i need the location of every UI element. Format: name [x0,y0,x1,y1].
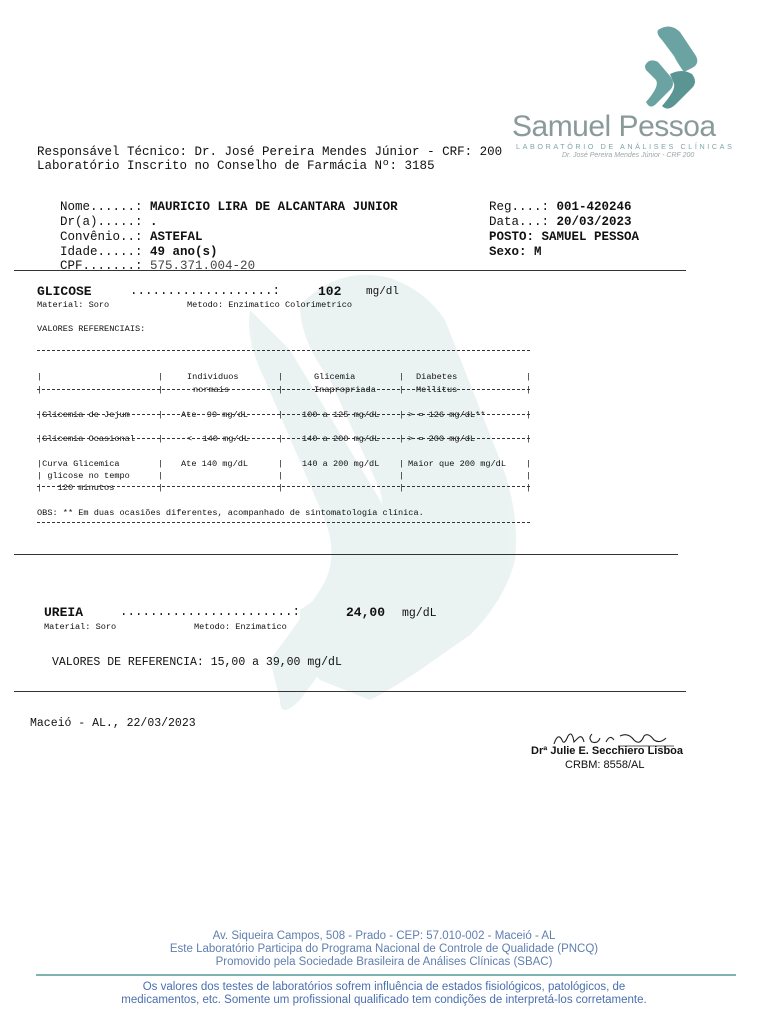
ureia-material: Material: Soro [44,622,117,632]
ureia-unit: mg/dL [402,607,437,620]
glicose-unit: mg/dl [366,286,400,298]
reg-value: 001-420246 [556,200,632,214]
footer-sbac: Promovido pela Sociedade Brasileira de Análises Clínicas (SBAC) [215,956,553,968]
table-row-curva-2: | glicose no tempo | | | | [37,471,532,482]
table-header-2: | | normais | Inapropriada | Mellitus | [37,385,532,396]
cpf-label: CPF.......: [60,259,143,273]
table-row-curva: |Curva Glicemica | Ate 140 mg/dL | 140 a 200 mg/dL | Maior que 200 mg/dL | [37,459,532,470]
signer-registration: CRBM: 8558/AL [565,759,645,771]
cpf-value: 575.371.004-20 [150,259,256,273]
logo-name: Samuel Pessoa [512,110,716,143]
glicose-material: Material: Soro [37,300,110,310]
signer-name: Drª Julie E. Secchiero Lisboa [531,745,684,757]
table-rule [37,389,530,390]
date-label: Data...: [489,215,550,229]
date-value: 20/03/2023 [556,215,632,229]
table-row-jejum: |Glicemia de Jejum | Ate 99 mg/dL | 100 a 125 mg/dL | > = 126 mg/dL** | [37,410,532,421]
reg-label: Reg....: [489,200,550,214]
glicose-method: Metodo: Enzimatico Colorimetrico [187,300,353,310]
glicose-value: 102 [318,284,342,299]
posto-label: POSTO: [489,230,535,244]
table-row-ocasional: |Glicemia Ocasional | < 140 mg/dL | 140 a 200 mg/dL | > = 200 mg/dL | [37,434,532,445]
footer-divider [36,974,736,976]
age-label: Idade.....: [60,245,143,259]
doctor-label: Dr(a).....: [60,215,143,229]
footer-disclaimer-2: medicamentos, etc. Somente um profissional qualificado tem condições de interpretá-los corretamente. [121,994,647,1006]
age-value: 49 ano(s) [150,245,218,259]
ureia-dots: .......................: [120,605,301,619]
insurance-value: ASTEFAL [150,230,203,244]
doctor-name: . [150,215,158,229]
ureia-method: Metodo: Enzimatico [194,622,287,632]
place-date: Maceió - AL., 22/03/2023 [30,717,196,730]
posto-value: SAMUEL PESSOA [541,230,640,244]
patient-name: MAURICIO LIRA DE ALCANTARA JUNIOR [150,200,398,214]
ureia-reference: VALORES DE REFERENCIA: 15,00 a 39,00 mg/dL [52,656,342,669]
footer-disclaimer-1: Os valores dos testes de laboratórios sofrem influência de estados fisiológicos, patológicos, de [142,981,626,993]
table-rule [37,414,530,415]
table-rule [37,522,530,523]
table-rule [37,350,530,351]
table-row-curva-3: | 120 minutos | | | | [37,483,532,494]
ureia-name: UREIA [44,605,84,620]
divider [14,554,678,555]
insurance-label: Convênio..: [60,230,143,244]
name-label: Nome......: [60,200,143,214]
responsible-line: Responsável Técnico: Dr. José Pereira Mendes Júnior - CRF: 200 [37,145,503,159]
table-header-1: | | Individuos | Glicemia | Diabetes | [37,372,532,383]
registration-line: Laboratório Inscrito no Conselho de Farmácia Nº: 3185 [37,159,435,173]
ureia-value: 24,00 [346,605,386,620]
logo-responsible: Dr. José Pereira Mendes Júnior - CRF 200 [562,152,695,159]
sex-label: Sexo: [489,245,527,259]
glicose-dots: ...................: [130,284,281,298]
glicose-name: GLICOSE [37,284,92,299]
divider [14,691,686,692]
divider [14,270,686,271]
logo-icon [640,24,702,114]
logo-subtitle: LABORATÓRIO DE ANÁLISES CLÍNICAS [516,142,735,151]
sex-value: M [534,245,542,259]
table-rule [37,486,530,487]
footer-pncq: Este Laboratório Participa do Programa Nacional de Controle de Qualidade (PNCQ) [169,943,599,955]
glicose-obs: OBS: ** Em duas ocasiões diferentes, acompanhado de sintomatologia clínica. [37,508,424,518]
footer-address: Av. Siqueira Campos, 508 - Prado - CEP: 57.010-002 - Maceió - AL [212,930,556,942]
glicose-ref-title: VALORES REFERENCIAIS: [37,324,146,334]
table-rule [37,438,530,439]
